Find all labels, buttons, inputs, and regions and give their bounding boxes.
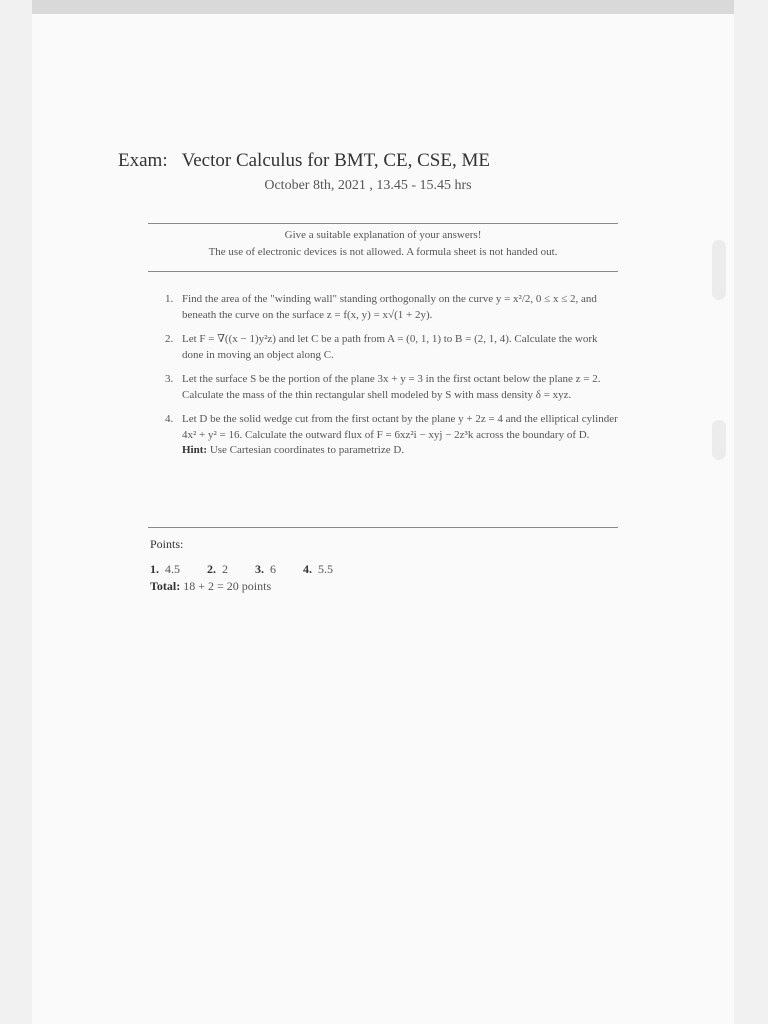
divider-bottom <box>148 527 618 528</box>
question-number: 2. <box>165 333 174 345</box>
divider-top <box>148 223 618 224</box>
question-2 <box>165 332 621 363</box>
points-item: 1. 4.5 <box>150 562 180 576</box>
points-total <box>150 579 620 594</box>
question-4 <box>165 412 621 459</box>
points-item: 2. 2 <box>207 562 228 576</box>
points-heading: Points: <box>150 537 184 551</box>
exam-label: Exam: <box>118 150 168 171</box>
scan-smudge <box>712 240 726 300</box>
scan-top-edge <box>32 0 734 14</box>
hint-text: Use Cartesian coordinates to parametrize D. <box>209 444 405 456</box>
exam-title <box>118 150 618 172</box>
question-number: 3. <box>165 373 174 385</box>
total-label: Total: <box>150 579 181 593</box>
course-title: Vector Calculus for BMT, CE, CSE, ME <box>181 150 490 171</box>
divider-middle <box>148 271 618 272</box>
question-number: 4. <box>165 413 174 425</box>
points-section <box>150 537 620 594</box>
question-text: Find the area of the "winding wall" standing orthogonally on the curve y = x²/2, 0 ≤ x ≤ 2, and beneath the curve on the surface z = f(x, y) = x√(1 + 2y). <box>182 293 597 321</box>
instruction-line-2: The use of electronic devices is not allowed. A formula sheet is not handed out. <box>208 246 558 258</box>
question-3 <box>165 372 621 403</box>
points-breakdown <box>150 562 620 577</box>
question-text: Let the surface S be the portion of the plane 3x + y = 3 in the first octant below the plane z = 2. Calculate the mass of the thin rectangular shell modeled by S with mass density δ = xyz. <box>182 373 601 401</box>
question-text: Let F = ∇((x − 1)y²z) and let C be a path from A = (0, 1, 1) to B = (2, 1, 4). Calculate the work done in moving an object along C. <box>182 333 598 361</box>
instruction-line-1: Give a suitable explanation of your answers! <box>284 229 482 241</box>
question-text: Let D be the solid wedge cut from the first octant by the plane y + 2z = 4 and the elliptical cylinder 4x² + y² = 16. Calculate the outward flux of F = 6xz²i − xyj − 2z³k across the boundary of D. <box>182 413 618 441</box>
hint-label: Hint: <box>182 444 208 456</box>
total-value: 18 + 2 = 20 points <box>183 579 272 593</box>
question-number: 1. <box>165 293 174 305</box>
question-list <box>165 292 621 468</box>
question-1 <box>165 292 621 323</box>
question-hint <box>182 443 621 459</box>
scan-smudge <box>712 420 726 460</box>
points-item: 3. 6 <box>255 562 276 576</box>
exam-date: October 8th, 2021 , 13.45 - 15.45 hrs <box>264 178 472 193</box>
points-item: 4. 5.5 <box>303 562 333 576</box>
